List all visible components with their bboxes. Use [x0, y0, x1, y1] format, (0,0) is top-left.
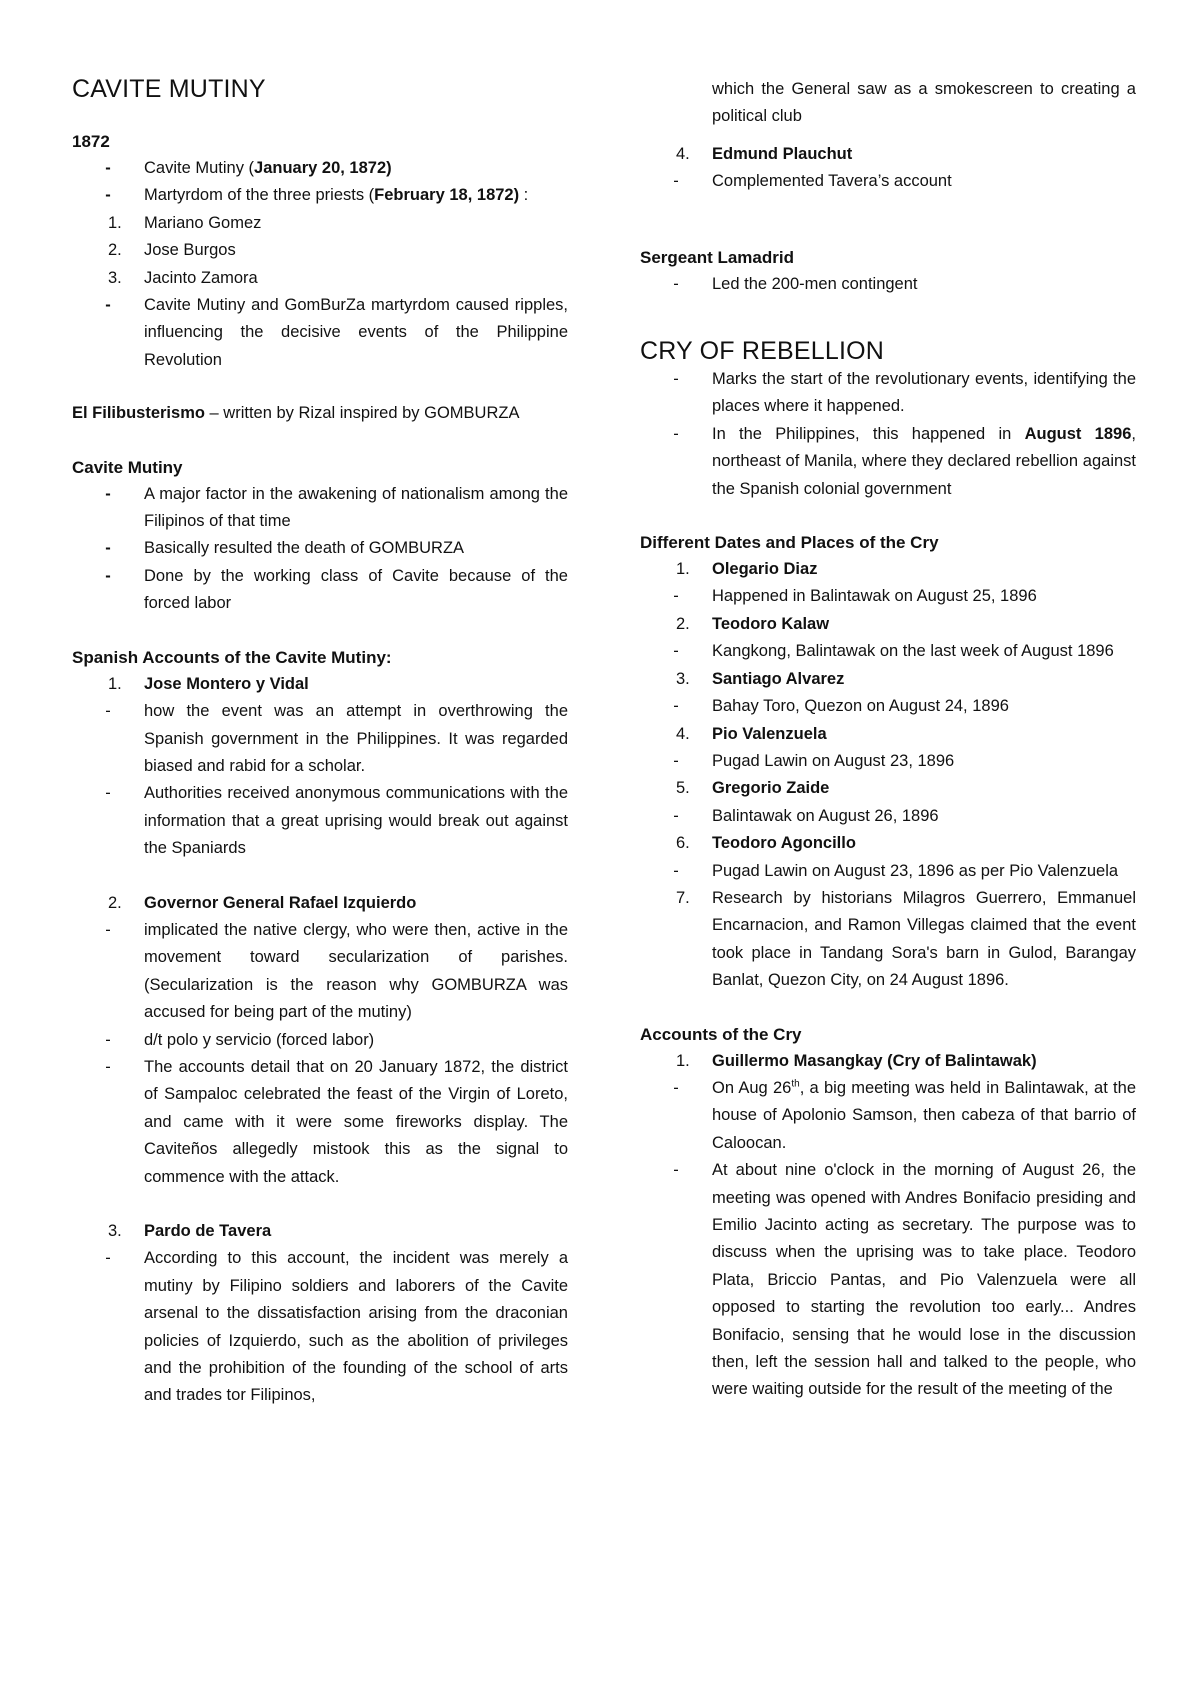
date-account-heading: 1. Olegario Diaz	[640, 556, 1136, 583]
right-column	[640, 76, 1136, 1404]
year-heading: 1872	[72, 132, 110, 151]
bullet-dash: -	[105, 1249, 111, 1268]
section-title-cavite-mutiny: CAVITE MUTINY	[72, 75, 266, 103]
bullet-dash: -	[105, 702, 111, 721]
list-number: 3.	[676, 669, 690, 688]
list-item: - Pugad Lawin on August 23, 1896	[640, 748, 1136, 775]
list-item: - At about nine o'clock in the morning of August 26, the meeting was opened with Andres Bonifacio presiding and Emilio Jacinto acting as secretary. The purpose was to discuss when the uprising was to take place. Teodoro Plata, Briccio Pantas, and Pio Valenzuela were all opposed to starting the revolution too early... Andres Bonifacio, sensing that he would lose in the discussion then, left the session hall and talked to the people, who were waiting outside for the result of the meeting of the	[640, 1157, 1136, 1404]
list-item: - In the Philippines, this happened in August 1896, northeast of Manila, where they declared rebellion against the Spanish colonial government	[640, 421, 1136, 503]
account-heading: 1. Guillermo Masangkay (Cry of Balintawak)	[640, 1048, 1136, 1075]
date-account-heading: 3. Santiago Alvarez	[640, 666, 1136, 693]
list-number: 6.	[676, 834, 690, 853]
bullet-dash: -	[105, 159, 111, 177]
list-item-numbered: 3. Jacinto Zamora	[72, 265, 568, 292]
list-item: - implicated the native clergy, who were then, active in the movement toward secularization of parishes. (Secularization is the reason why GOMBURZA was accused for being part of the mutiny)	[72, 917, 568, 1027]
spanish-accounts-heading: Spanish Accounts of the Cavite Mutiny:	[72, 647, 392, 667]
list-number: 4.	[676, 724, 690, 743]
list-item: - Cavite Mutiny (January 20, 1872)	[72, 155, 568, 182]
bullet-dash: -	[673, 172, 679, 191]
bullet-dash: -	[673, 751, 679, 770]
section-title-cry-of-rebellion: CRY OF REBELLION	[640, 337, 885, 366]
list-item: - Martyrdom of the three priests (February 18, 1872) :	[72, 182, 568, 209]
list-item: - The accounts detail that on 20 January 1872, the district of Sampaloc celebrated the feast of the Virgin of Loreto, and came with it were some fireworks display. The Caviteños allegedly mistook this as the signal to commence with the attack.	[72, 1054, 568, 1191]
list-item: - On Aug 26th, a big meeting was held in Balintawak, at the house of Apolonio Samson, then cabeza of that barrio of Caloocan.	[640, 1075, 1136, 1157]
bullet-dash: -	[673, 642, 679, 661]
bullet-dash: -	[673, 1161, 679, 1180]
cavite-mutiny-heading: Cavite Mutiny	[72, 457, 183, 477]
list-item: - Cavite Mutiny and GomBurZa martyrdom caused ripples, influencing the decisive events of the Philippine Revolution	[72, 292, 568, 374]
account-heading: 1. Jose Montero y Vidal	[72, 671, 568, 698]
list-number: 5.	[676, 779, 690, 798]
list-item: - how the event was an attempt in overthrowing the Spanish government in the Philippines. It was regarded biased and rabid for a scholar.	[72, 698, 568, 780]
bullet-dash: -	[673, 697, 679, 716]
list-item: - Bahay Toro, Quezon on August 24, 1896	[640, 693, 1136, 720]
list-item: - Pugad Lawin on August 23, 1896 as per Pio Valenzuela	[640, 858, 1136, 885]
bullet-dash: -	[105, 186, 111, 205]
bullet-dash: -	[105, 296, 111, 315]
account-heading: 2. Governor General Rafael Izquierdo	[72, 890, 568, 917]
account-heading: 3. Pardo de Tavera	[72, 1218, 568, 1245]
list-number: 4.	[676, 144, 690, 163]
bullet-dash: -	[673, 861, 679, 880]
date-account-heading: 6. Teodoro Agoncillo	[640, 830, 1136, 857]
accounts-of-cry-heading: Accounts of the Cry	[640, 1024, 802, 1044]
list-item: - Authorities received anonymous communications with the information that a great uprising would break out against the Spaniards	[72, 780, 568, 862]
date-account-heading: 4. Pio Valenzuela	[640, 721, 1136, 748]
bullet-dash: -	[105, 539, 111, 558]
date-account-heading: 5. Gregorio Zaide	[640, 775, 1136, 802]
bullet-dash: -	[105, 784, 111, 803]
sergeant-lamadrid-heading: Sergeant Lamadrid	[640, 247, 794, 267]
dates-list	[640, 556, 1136, 885]
list-item: - Happened in Balintawak on August 25, 1896	[640, 583, 1136, 610]
bullet-dash: -	[105, 920, 111, 939]
list-item: - Complemented Tavera’s account	[640, 168, 1136, 195]
list-item-numbered: 7. Research by historians Milagros Guerrero, Emmanuel Encarnacion, and Ramon Villegas claimed that the event took place in Tandang Sora's barn in Gulod, Barangay Banlat, Quezon City, on 24 August 1896.	[640, 885, 1136, 995]
bullet-dash: -	[673, 370, 679, 389]
account-heading: 4. Edmund Plauchut	[640, 141, 1136, 168]
bullet-dash: -	[673, 587, 679, 606]
el-filibusterismo-paragraph: El Filibusterismo – written by Rizal inspired by GOMBURZA	[72, 404, 520, 423]
bullet-dash: -	[673, 424, 679, 443]
list-item-numbered: 2. Jose Burgos	[72, 237, 568, 264]
list-item: - A major factor in the awakening of nationalism among the Filipinos of that time	[72, 481, 568, 536]
list-number: 1.	[676, 1051, 690, 1070]
bullet-dash: -	[105, 1057, 111, 1076]
continued-text: which the General saw as a smokescreen to creating a political club	[712, 80, 1136, 126]
list-number: 7.	[676, 888, 690, 907]
list-number: 1.	[676, 560, 690, 579]
list-item: - Marks the start of the revolutionary events, identifying the places where it happened.	[640, 366, 1136, 421]
list-number: 2.	[676, 614, 690, 633]
list-item: - According to this account, the incident was merely a mutiny by Filipino soldiers and laborers of the Cavite arsenal to the dissatisfaction arising from the draconian policies of Izquierdo, such as the abolition of privileges and the prohibition of the founding of the school of arts and trades tor Filipinos,	[72, 1245, 568, 1409]
left-column	[72, 74, 568, 1410]
bullet-dash: -	[105, 484, 111, 503]
list-item-numbered: 1. Mariano Gomez	[72, 210, 568, 237]
list-number: 3.	[108, 268, 122, 287]
bullet-dash: -	[673, 806, 679, 825]
list-number: 1.	[108, 674, 122, 693]
list-item: - d/t polo y servicio (forced labor)	[72, 1027, 568, 1054]
bullet-dash: -	[105, 1030, 111, 1049]
list-number: 3.	[108, 1222, 122, 1240]
bullet-dash: -	[673, 1078, 679, 1097]
list-item: - Led the 200-men contingent	[640, 271, 1136, 298]
list-item: - Kangkong, Balintawak on the last week of August 1896	[640, 638, 1136, 665]
list-number: 2.	[108, 893, 122, 912]
list-number: 1.	[108, 213, 122, 232]
dates-places-heading: Different Dates and Places of the Cry	[640, 533, 939, 553]
list-item: - Done by the working class of Cavite because of the forced labor	[72, 563, 568, 618]
list-item: - Basically resulted the death of GOMBURZA	[72, 535, 568, 562]
list-item: - Balintawak on August 26, 1896	[640, 803, 1136, 830]
bullet-dash: -	[105, 566, 111, 585]
date-account-heading: 2. Teodoro Kalaw	[640, 611, 1136, 638]
bullet-dash: -	[673, 274, 679, 293]
list-number: 2.	[108, 241, 122, 260]
